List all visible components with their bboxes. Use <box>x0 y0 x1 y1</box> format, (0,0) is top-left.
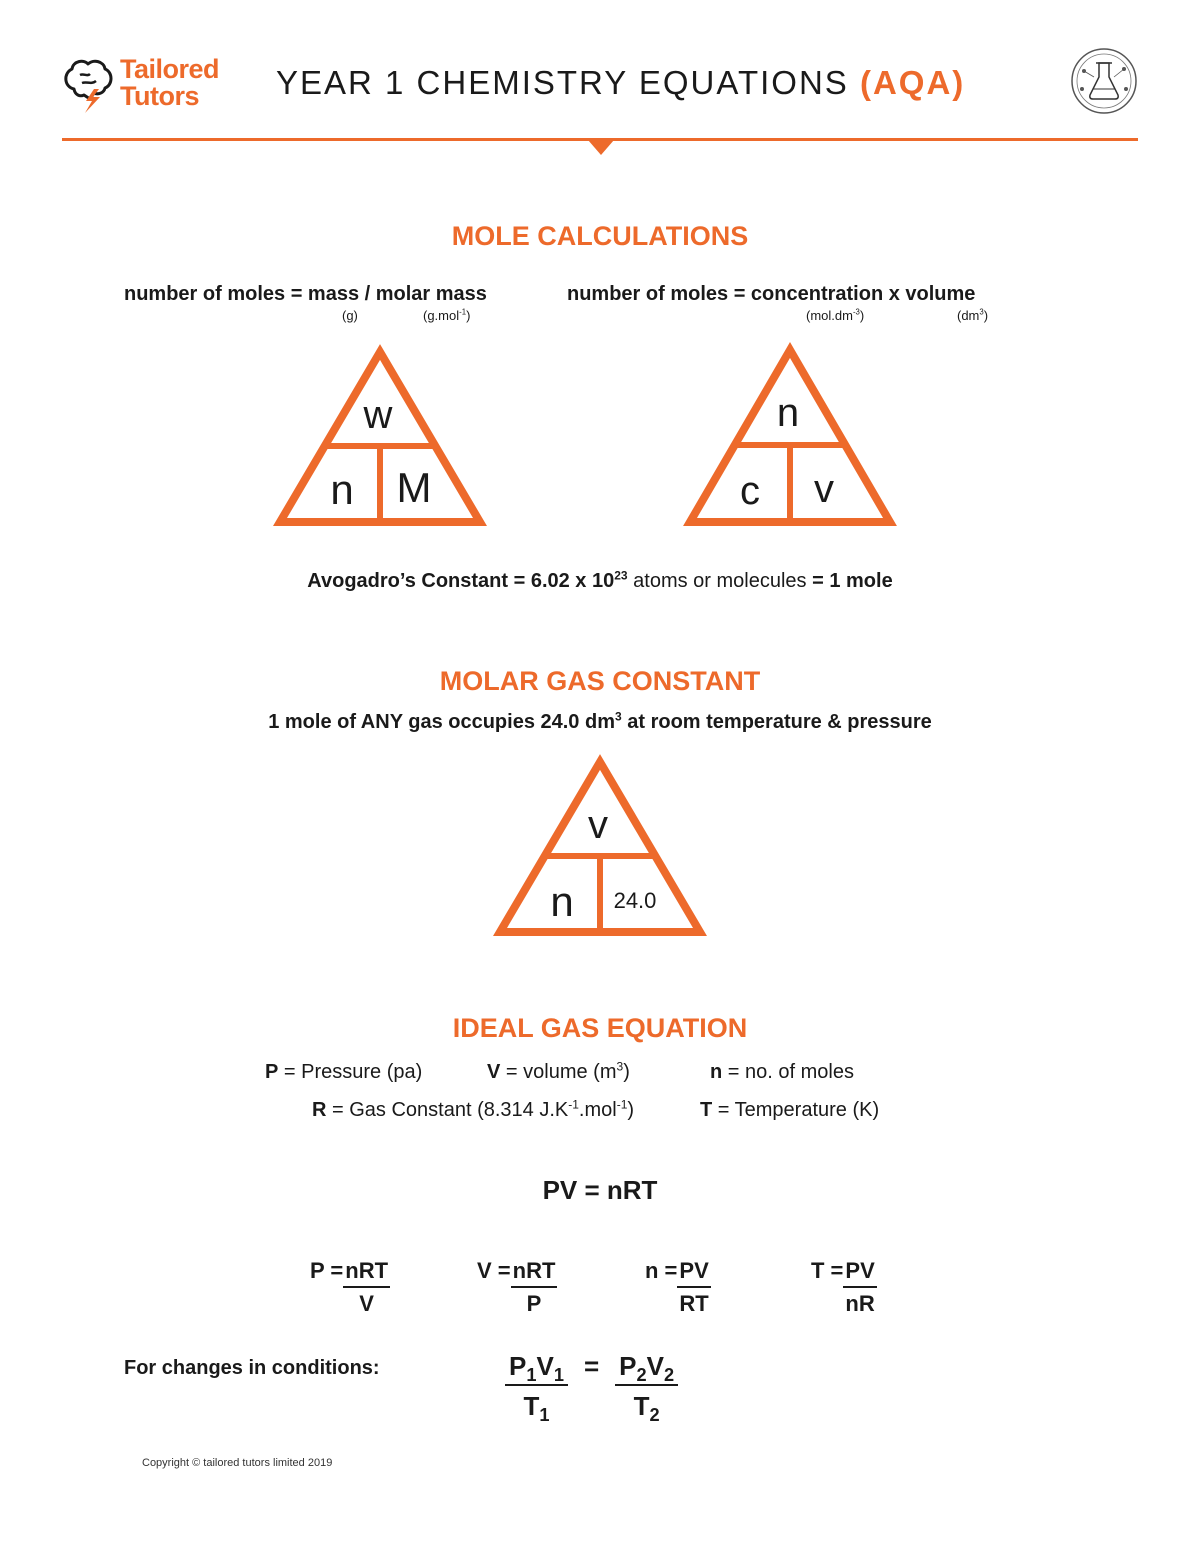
combined-gas-law-right: $\frac{P_2V_2}{T_2}$ <box>615 1348 678 1426</box>
page-title-main: YEAR 1 CHEMISTRY EQUATIONS <box>276 64 860 101</box>
triangle3-bottom-left: n <box>550 878 574 925</box>
unit-concentration: $(mol.dm^{-3})$ <box>806 307 865 323</box>
triangle2-top: n <box>776 391 800 435</box>
brand-logo-text <box>120 56 219 110</box>
brain-logo-icon <box>60 55 116 115</box>
triangle1-bottom-right: M <box>396 464 432 511</box>
definition-temperature: T = Temperature (K) <box>700 1099 880 1121</box>
triangle2-bottom-right: v <box>814 467 834 511</box>
section-title-ideal-gas-equation: IDEAL GAS EQUATION <box>452 1013 748 1043</box>
unit-molar-mass: (g.mol$^{-1}$) <box>423 307 471 323</box>
page-title-highlight: (AQA) <box>859 64 966 101</box>
triangle-mass-moles-molar-mass <box>270 340 490 530</box>
logo-line-2: Tutors <box>120 81 199 111</box>
section-title-mole-calculations: MOLE CALCULATIONS <box>451 221 749 251</box>
page-title <box>276 64 965 102</box>
combined-gas-law-equals: = <box>583 1351 600 1381</box>
definition-pressure: P = Pressure (pa) <box>265 1061 423 1083</box>
combined-gas-law <box>505 1348 678 1426</box>
triangle-moles-concentration-volume <box>680 338 900 530</box>
unit-volume: $(dm^3)$ <box>957 307 989 323</box>
triangle2-bottom-left: c <box>740 469 760 513</box>
rearrangement-pressure: P = $\frac{\text{nRT}}{V}$ <box>310 1258 389 1316</box>
copyright-notice: Copyright © tailored tutors limited 2019 <box>142 1457 333 1469</box>
changes-in-conditions-label: For changes in conditions: <box>124 1357 380 1379</box>
combined-gas-law-left: $\frac{P_1V_1}{T_1}$ <box>505 1348 568 1426</box>
avogadro-constant: Avogadro’s Constant = 6.02 x $10^{23}$ atoms or molecules = 1 mole <box>307 568 893 592</box>
ideal-gas-equation: PV = nRT <box>542 1175 658 1205</box>
moles-concentration-equation: number of moles = concentration x volume <box>567 283 976 305</box>
triangle1-top: w <box>363 393 393 437</box>
triangle3-bottom-right: 24.0 <box>613 888 657 913</box>
rearrangement-moles: n = $\frac{PV}{RT}$ <box>645 1258 709 1316</box>
rearrangement-volume: V = $\frac{\text{nRT}}{P}$ <box>477 1258 556 1316</box>
triangle-volume-moles-molar-volume <box>490 750 710 942</box>
definition-volume: V = volume $(m^3)$ <box>487 1059 630 1083</box>
definition-moles: n = no. of moles <box>710 1061 854 1083</box>
logo-line-1: Tailored <box>120 54 220 84</box>
definition-gas-constant: R = Gas Constant (8.314 $J.K^{-1}.mol^{-1}$) <box>312 1097 635 1121</box>
rearrangement-temperature: T = $\frac{PV}{nR}$ <box>811 1258 875 1316</box>
moles-mass-equation: number of moles = mass / molar mass <box>124 283 487 305</box>
molar-gas-statement: 1 mole of ANY gas occupies 24.0 $dm^3$ at room temperature & pressure <box>268 709 932 733</box>
section-title-molar-gas-constant: MOLAR GAS CONSTANT <box>439 666 761 696</box>
triangle3-top: v <box>588 803 608 847</box>
header-divider-notch <box>588 140 614 155</box>
unit-mass: (g) <box>342 308 358 323</box>
triangle1-bottom-left: n <box>330 466 354 513</box>
chemistry-flask-badge-icon <box>1070 47 1138 115</box>
